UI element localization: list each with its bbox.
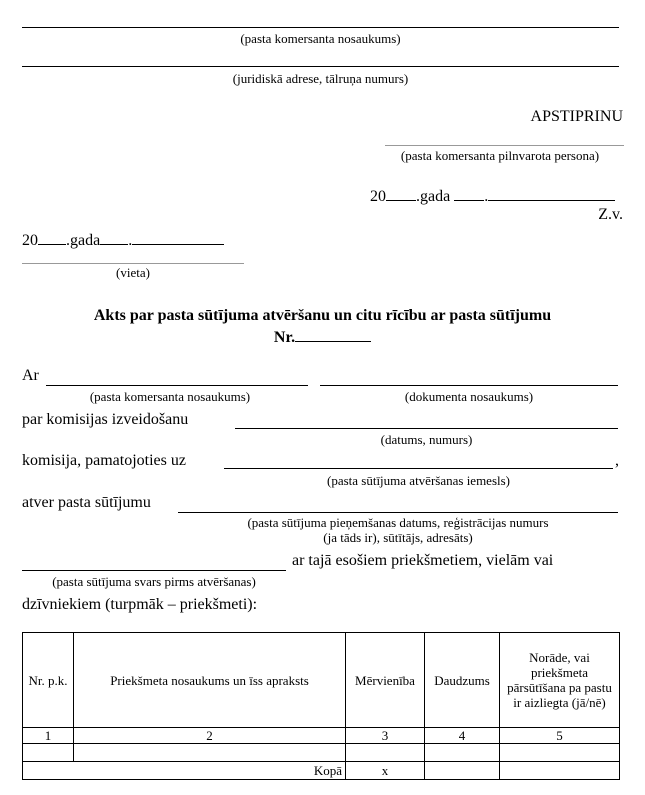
approval-date-prefix: 20 bbox=[370, 188, 386, 205]
basis-label: komisija, pamatojoties uz bbox=[22, 452, 186, 469]
table-cell[interactable] bbox=[23, 744, 74, 762]
table-total-row bbox=[23, 762, 620, 780]
stamp-label: Z.v. bbox=[598, 206, 623, 223]
total-unit: x bbox=[346, 762, 425, 780]
total-quantity[interactable] bbox=[425, 762, 500, 780]
col-number: 1 bbox=[23, 728, 74, 744]
ar-company-line bbox=[46, 385, 308, 386]
company-name-caption: (pasta komersanta nosaukums) bbox=[240, 31, 401, 46]
company-name-line bbox=[22, 27, 619, 28]
table-cell[interactable] bbox=[74, 744, 346, 762]
header-prohibited: Norāde, vai priekšmeta pārsūtīšana pa pastu ir aizliegta (jā/nē) bbox=[500, 633, 620, 728]
table-cell[interactable] bbox=[500, 744, 620, 762]
document-title: Akts par pasta sūtījuma atvēršanu un citu rīcību ar pasta sūtījumu bbox=[93, 307, 552, 324]
approval-date-gada: .gada bbox=[416, 188, 451, 205]
open-line bbox=[178, 512, 618, 513]
open-label: atver pasta sūtījumu bbox=[22, 494, 151, 511]
table-row bbox=[23, 744, 620, 762]
col-number: 3 bbox=[346, 728, 425, 744]
place-line bbox=[22, 263, 244, 264]
col-number: 4 bbox=[425, 728, 500, 744]
basis-line bbox=[224, 468, 613, 469]
header-quantity: Daudzums bbox=[425, 633, 500, 728]
weight-text: ar tajā esošiem priekšmetiem, vielām vai bbox=[292, 552, 554, 569]
total-label: Kopā bbox=[23, 762, 346, 780]
place-date-prefix: 20 bbox=[22, 232, 38, 249]
place-date bbox=[22, 230, 224, 250]
ar-document-line bbox=[320, 385, 618, 386]
document-number bbox=[0, 327, 645, 347]
commission-line bbox=[235, 428, 618, 429]
ar-document-caption: (dokumenta nosaukums) bbox=[404, 389, 534, 404]
address-line bbox=[22, 66, 619, 67]
table-header-row bbox=[23, 633, 620, 728]
table-cell[interactable] bbox=[346, 744, 425, 762]
place-date-dot: . bbox=[128, 232, 133, 249]
weight-caption: (pasta sūtījuma svars pirms atvēršanas) bbox=[52, 574, 256, 589]
open-caption-line1: (pasta sūtījuma pieņemšanas datums, reģistrācijas numurs bbox=[247, 515, 549, 530]
items-table bbox=[22, 632, 620, 780]
col-number: 5 bbox=[500, 728, 620, 744]
total-prohibited[interactable] bbox=[500, 762, 620, 780]
signer-line bbox=[385, 145, 624, 146]
ar-label: Ar bbox=[22, 367, 39, 384]
table-number-row bbox=[23, 728, 620, 744]
col-number: 2 bbox=[74, 728, 346, 744]
weight-line bbox=[22, 570, 286, 571]
approval-title: APSTIPRINU bbox=[530, 108, 623, 125]
place-caption: (vieta) bbox=[116, 265, 150, 280]
approval-date: 20 .gada . bbox=[370, 186, 615, 206]
header-unit: Mērvienība bbox=[346, 633, 425, 728]
commission-caption: (datums, numurs) bbox=[380, 432, 473, 447]
ar-company-caption: (pasta komersanta nosaukums) bbox=[89, 389, 251, 404]
table-cell[interactable] bbox=[425, 744, 500, 762]
commission-label: par komisijas izveidošanu bbox=[22, 411, 189, 428]
signer-caption: (pasta komersanta pilnvarota persona) bbox=[400, 148, 600, 163]
items-text: dzīvniekiem (turpmāk – priekšmeti): bbox=[22, 596, 258, 613]
header-name: Priekšmeta nosaukums un īss apraksts bbox=[74, 633, 346, 728]
basis-comma: , bbox=[615, 452, 619, 469]
place-date-gada: .gada bbox=[66, 232, 101, 249]
header-nr: Nr. p.k. bbox=[23, 633, 74, 728]
document-number-label: Nr. bbox=[273, 329, 296, 346]
open-caption-line2: (ja tāds ir), sūtītājs, adresāts) bbox=[323, 530, 473, 545]
basis-caption: (pasta sūtījuma atvēršanas iemesls) bbox=[326, 473, 511, 488]
address-caption: (juridiskā adrese, tālruņa numurs) bbox=[232, 71, 409, 86]
